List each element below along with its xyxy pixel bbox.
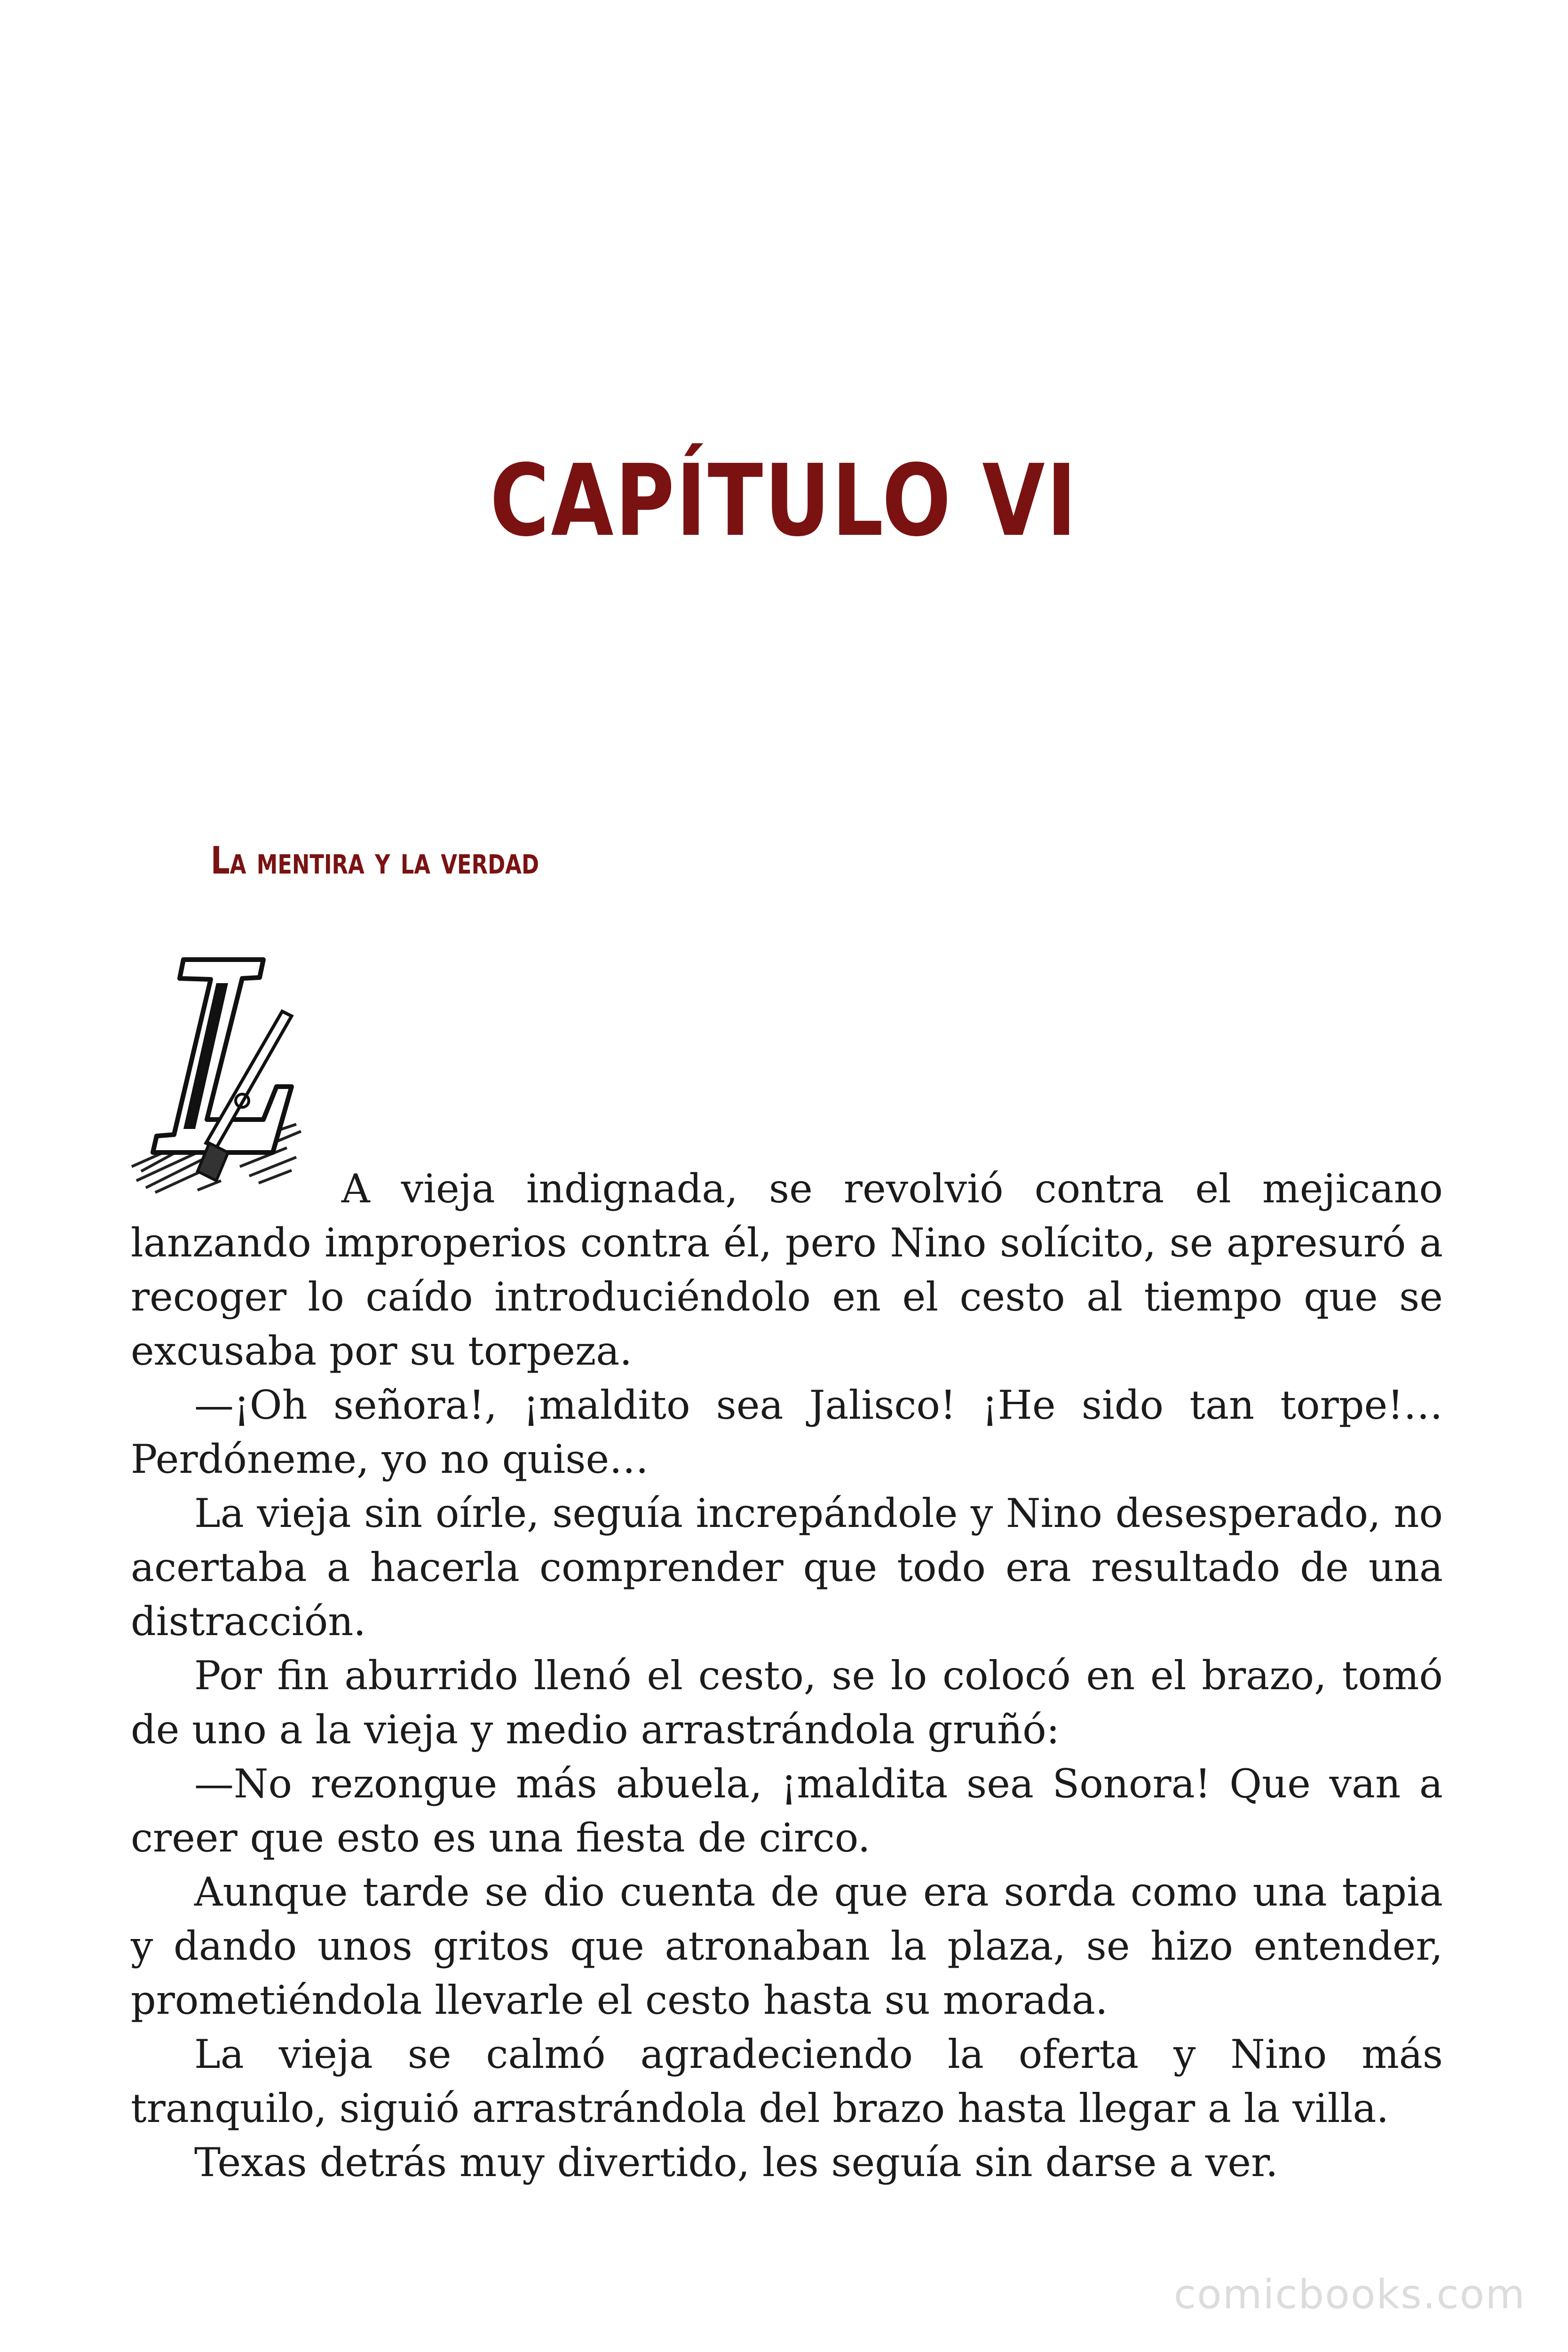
paragraph: —¡Oh señora!, ¡maldito sea Jalisco! ¡He sido tan torpe!… Perdóneme, yo no quise…: [131, 1382, 1443, 1482]
body-text: [131, 1162, 1443, 2190]
paragraph: La vieja sin oírle, seguía increpándole y Nino desesperado, no acertaba a hacerla comprender que todo era resultado de una distracción.: [131, 1490, 1443, 1645]
paragraph: Aunque tarde se dio cuenta de que era sorda como una tapia y dando unos gritos que atronaban la plaza, se hizo entender, prometiéndola llevarle el cesto hasta su morada.: [131, 1869, 1443, 2023]
chapter-title: CAPÍTULO VI: [490, 443, 1078, 558]
section-title: La mentira y la verdad: [211, 839, 539, 882]
paragraph: A vieja indignada, se revolvió contra el mejicano lanzando improperios contra él, pero Nino solícito, se apresuró a recoger lo caído introduciéndolo en el cesto al tiempo que se excusaba por su torpeza.: [131, 1166, 1443, 1374]
paragraph: —No rezongue más abuela, ¡maldita sea Sonora! Que van a creer que esto es una fiesta de circo.: [131, 1761, 1443, 1861]
watermark: comicbooks.com: [1173, 2271, 1526, 2318]
paragraph: La vieja se calmó agradeciendo la oferta y Nino más tranquilo, siguió arrastrándola del brazo hasta llegar a la villa.: [131, 2031, 1443, 2131]
paragraph: Texas detrás muy divertido, les seguía sin darse a ver.: [194, 2139, 1278, 2185]
paragraph: Por fin aburrido llenó el cesto, se lo colocó en el brazo, tomó de uno a la vieja y medio arrastrándola gruñó:: [131, 1653, 1443, 1753]
